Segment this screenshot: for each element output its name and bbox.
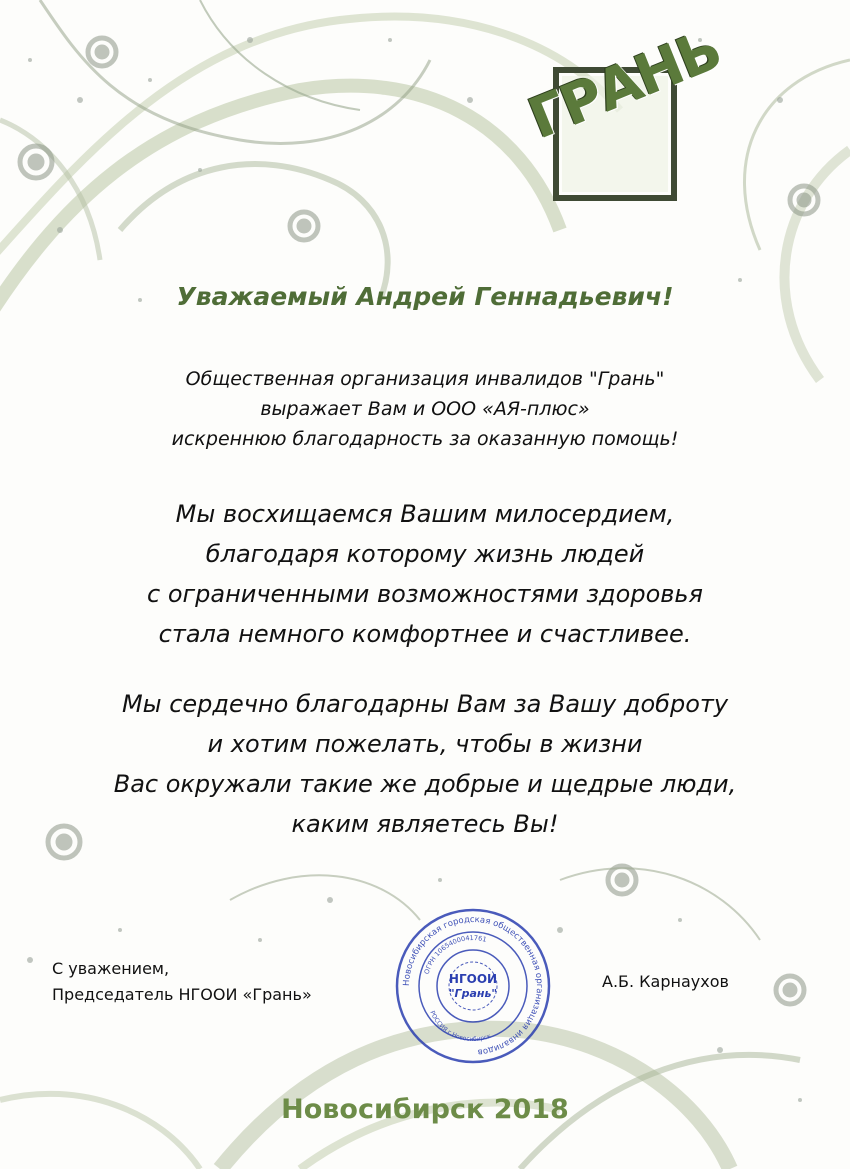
intro-line: Общественная организация инвалидов "Грань": [185, 368, 665, 390]
paragraph-line: и хотим пожелать, чтобы в жизни: [207, 730, 643, 758]
signature-closing: С уважением,: [52, 959, 170, 978]
paragraph-line: Мы сердечно благодарны Вам за Вашу доброту: [121, 690, 729, 718]
paragraph-wishes: [0, 684, 850, 844]
paragraph-line: Мы восхищаемся Вашим милосердием,: [175, 500, 675, 528]
paragraph-gratitude: [0, 494, 850, 654]
signature-block: [52, 956, 312, 1008]
paragraph-line: благодаря которому жизнь людей: [205, 540, 645, 568]
intro-line: выражает Вам и ООО «АЯ-плюс»: [260, 398, 590, 420]
paragraph-line: стала немного комфортнее и счастливее.: [158, 620, 692, 648]
paragraph-line: Вас окружали такие же добрые и щедрые люди,: [113, 770, 737, 798]
stamp-ogrn: ОГРН 1065400041761: [422, 933, 488, 976]
intro-line: искреннюю благодарность за оказанную помощь!: [171, 428, 679, 450]
intro-text: [0, 364, 850, 454]
stamp-bottom-text: РОССИЯ г.Новосибирск: [428, 1009, 492, 1044]
greeting-heading: Уважаемый Андрей Геннадьевич!: [176, 282, 674, 311]
footer-city-year: [0, 1094, 850, 1125]
stamp-center-top: НГООИ: [448, 972, 498, 986]
stamp-center-bottom: "Грань": [448, 987, 498, 1000]
signature-position: Председатель НГООИ «Грань»: [52, 985, 312, 1004]
paragraph-line: каким являетесь Вы!: [291, 810, 559, 838]
organization-stamp: [392, 905, 554, 1067]
city-year-text: Новосибирск 2018: [281, 1094, 569, 1125]
paragraph-line: с ограниченными возможностями здоровья: [147, 580, 703, 608]
stamp-ring-text: Новосибирская городская общественная организация инвалидов: [401, 914, 545, 1057]
signature-name: А.Б. Карнаухов: [602, 972, 729, 991]
logo-text: ГРАНЬ: [520, 17, 730, 153]
